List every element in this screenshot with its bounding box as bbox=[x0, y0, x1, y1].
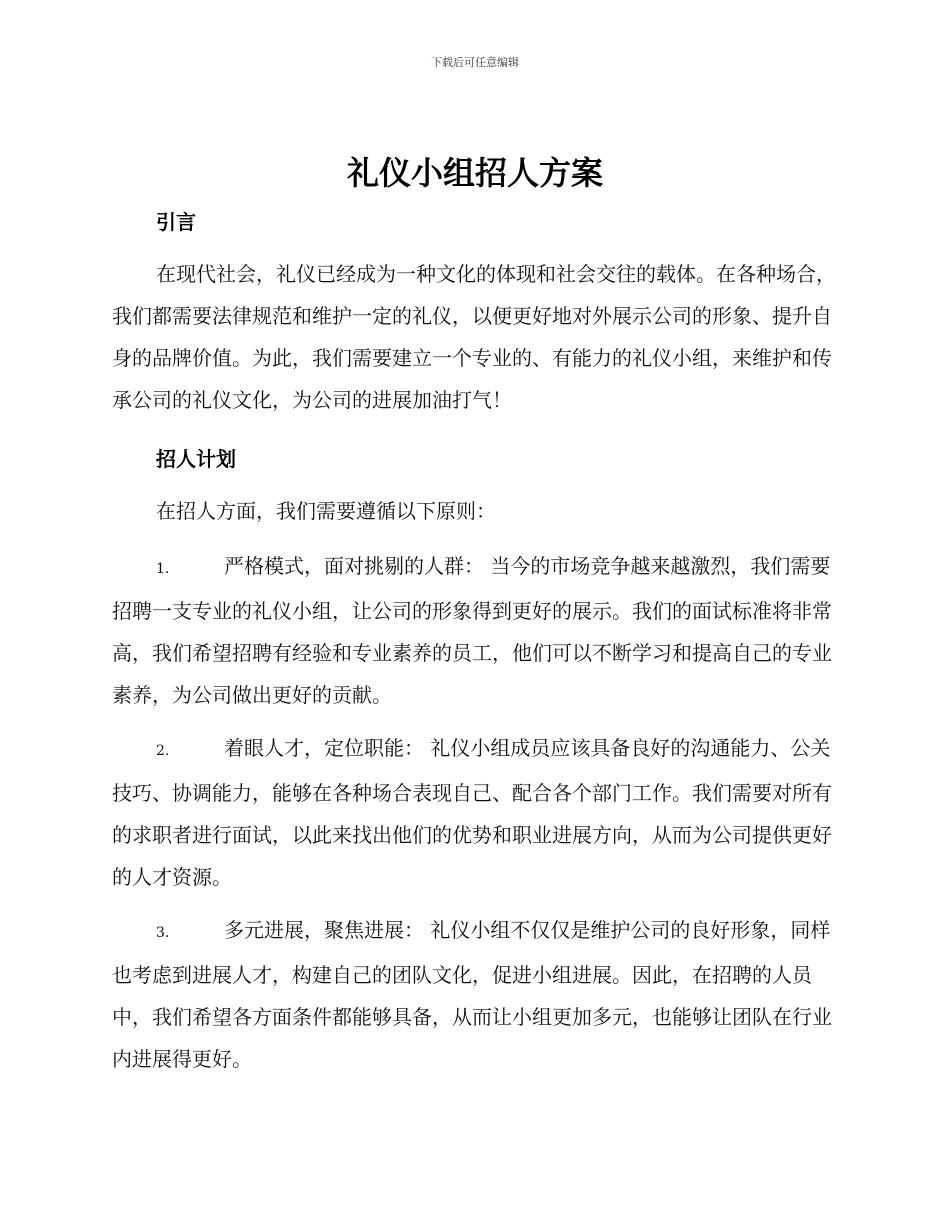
intro-paragraph: 在现代社会，礼仪已经成为一种文化的体现和社会交往的载体。在各种场合，我们都需要法律规范和维护一定的礼仪，以便更好地对外展示公司的形象、提升自身的品牌价值。为此，我们需要建立一个专业的、有能力的礼仪小组，来维护和传承公司的礼仪文化，为公司的进展加油打气！ bbox=[112, 262, 836, 412]
list-item-text: 多元进展，聚焦进展： 礼仪小组不仅仅是维护公司的良好形象，同样也考虑到进展人才，构建自己的团队文化，促进小组进展。因此，在招聘的人员中，我们希望各方面条件都能够具备，从而让小组更加多元，也能够让团队在行业内进展得更好。 bbox=[112, 918, 832, 1071]
list-item-text: 严格模式，面对挑剔的人群： 当今的市场竞争越来越激烈，我们需要招聘一支专业的礼仪小组，让公司的形象得到更好的展示。我们的面试标准将非常高，我们希望招聘有经验和专业素养的员工，他们可以不断学习和提高自己的专业素养，为公司做出更好的贡献。 bbox=[112, 554, 832, 707]
recruit-principles-intro: 在招人方面，我们需要遵循以下原则： bbox=[156, 499, 496, 523]
header-note: 下载后可任意编辑 bbox=[431, 56, 519, 69]
list-item-number: 1. bbox=[156, 561, 170, 577]
list-item bbox=[112, 545, 840, 716]
section-heading-recruit-plan: 招人计划 bbox=[156, 447, 236, 471]
list-item-text: 着眼人才，定位职能： 礼仪小组成员应该具备良好的沟通能力、公关技巧、协调能力，能够在各种场合表现自己、配合各个部门工作。我们需要对所有的求职者进行面试，以此来找出他们的优势和职业进展方向，从而为公司提供更好的人才资源。 bbox=[112, 736, 832, 889]
document-title: 礼仪小组招人方案 bbox=[346, 154, 603, 192]
list-item bbox=[112, 909, 840, 1080]
list-item bbox=[112, 727, 840, 898]
list-item-number: 2. bbox=[156, 743, 170, 759]
list-item-number: 3. bbox=[156, 925, 170, 941]
section-heading-intro: 引言 bbox=[156, 210, 196, 234]
